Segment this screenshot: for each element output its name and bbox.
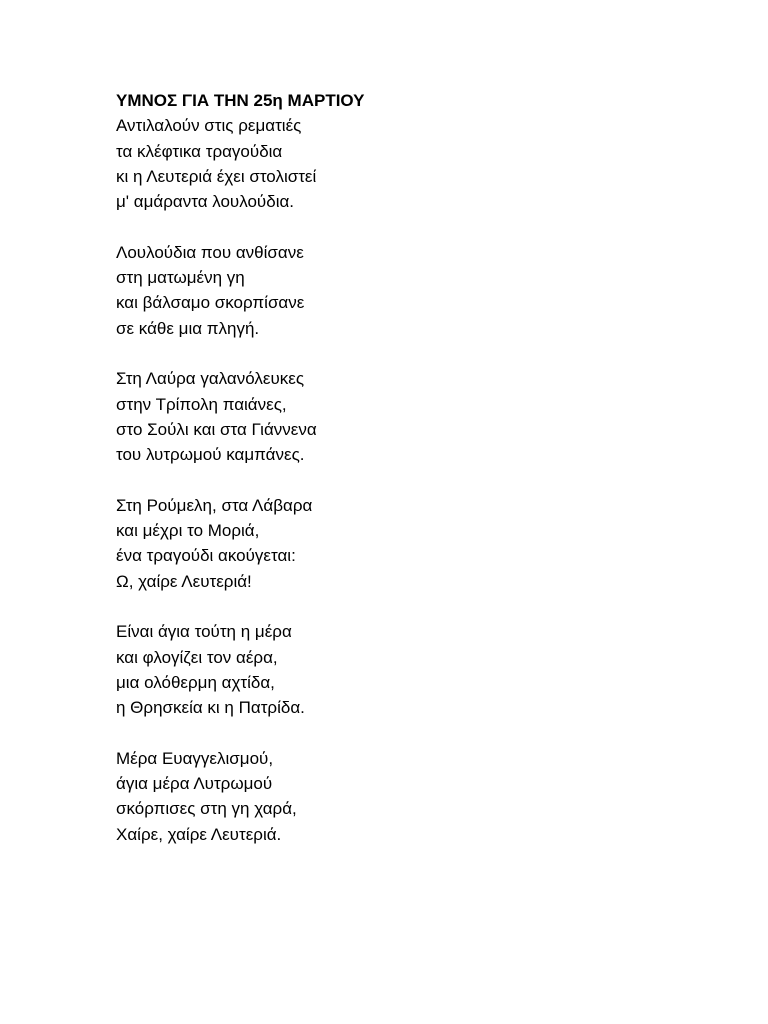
poem-line: Λουλούδια που ανθίσανε: [116, 242, 304, 262]
poem-line: σε κάθε μια πληγή.: [116, 318, 260, 338]
poem-line: και βάλσαμο σκορπίσανε: [116, 293, 305, 313]
poem-line: του λυτρωμού καμπάνες.: [116, 445, 305, 465]
poem-line: στο Σούλι και στα Γιάννενα: [116, 419, 317, 439]
poem-line: μια ολόθερμη αχτίδα,: [116, 672, 275, 692]
poem-line: κι η Λευτεριά έχει στολιστεί: [116, 166, 317, 186]
poem-line: Στη Ρούμελη, στα Λάβαρα: [116, 495, 313, 515]
stanza-1: [116, 113, 716, 214]
poem-line: Αντιλαλούν στις ρεματιές: [116, 116, 302, 136]
stanza-4: [116, 493, 716, 594]
poem-line: τα κλέφτικα τραγούδια: [116, 141, 283, 161]
poem-line: Είναι άγια τούτη η μέρα: [116, 622, 292, 642]
poem-line: και φλογίζει τον αέρα,: [116, 647, 278, 667]
stanza-3: [116, 366, 716, 467]
poem-line: μ' αμάραντα λουλούδια.: [116, 192, 295, 212]
poem-line: και μέχρι το Μοριά,: [116, 521, 260, 541]
stanza-6: [116, 746, 716, 847]
poem-title: ΥΜΝΟΣ ΓΙΑ ΤΗΝ 25η ΜΑΡΤΙΟΥ: [116, 91, 365, 110]
poem-line: η Θρησκεία κι η Πατρίδα.: [116, 698, 305, 718]
poem-line: ένα τραγούδι ακούγεται:: [116, 546, 296, 566]
poem-line: Χαίρε, χαίρε Λευτεριά.: [116, 824, 282, 844]
stanza-5: [116, 619, 716, 720]
poem-line: Μέρα Ευαγγελισμού,: [116, 748, 274, 768]
poem-line: στην Τρίπολη παιάνες,: [116, 394, 287, 414]
poem-line: Ω, χαίρε Λευτεριά!: [116, 571, 252, 591]
poem-line: σκόρπισες στη γη χαρά,: [116, 799, 297, 819]
poem-line: άγια μέρα Λυτρωμού: [116, 774, 273, 794]
poem-line: στη ματωμένη γη: [116, 268, 245, 288]
stanza-2: [116, 240, 716, 341]
poem: [116, 88, 716, 872]
poem-line: Στη Λαύρα γαλανόλευκες: [116, 369, 305, 389]
